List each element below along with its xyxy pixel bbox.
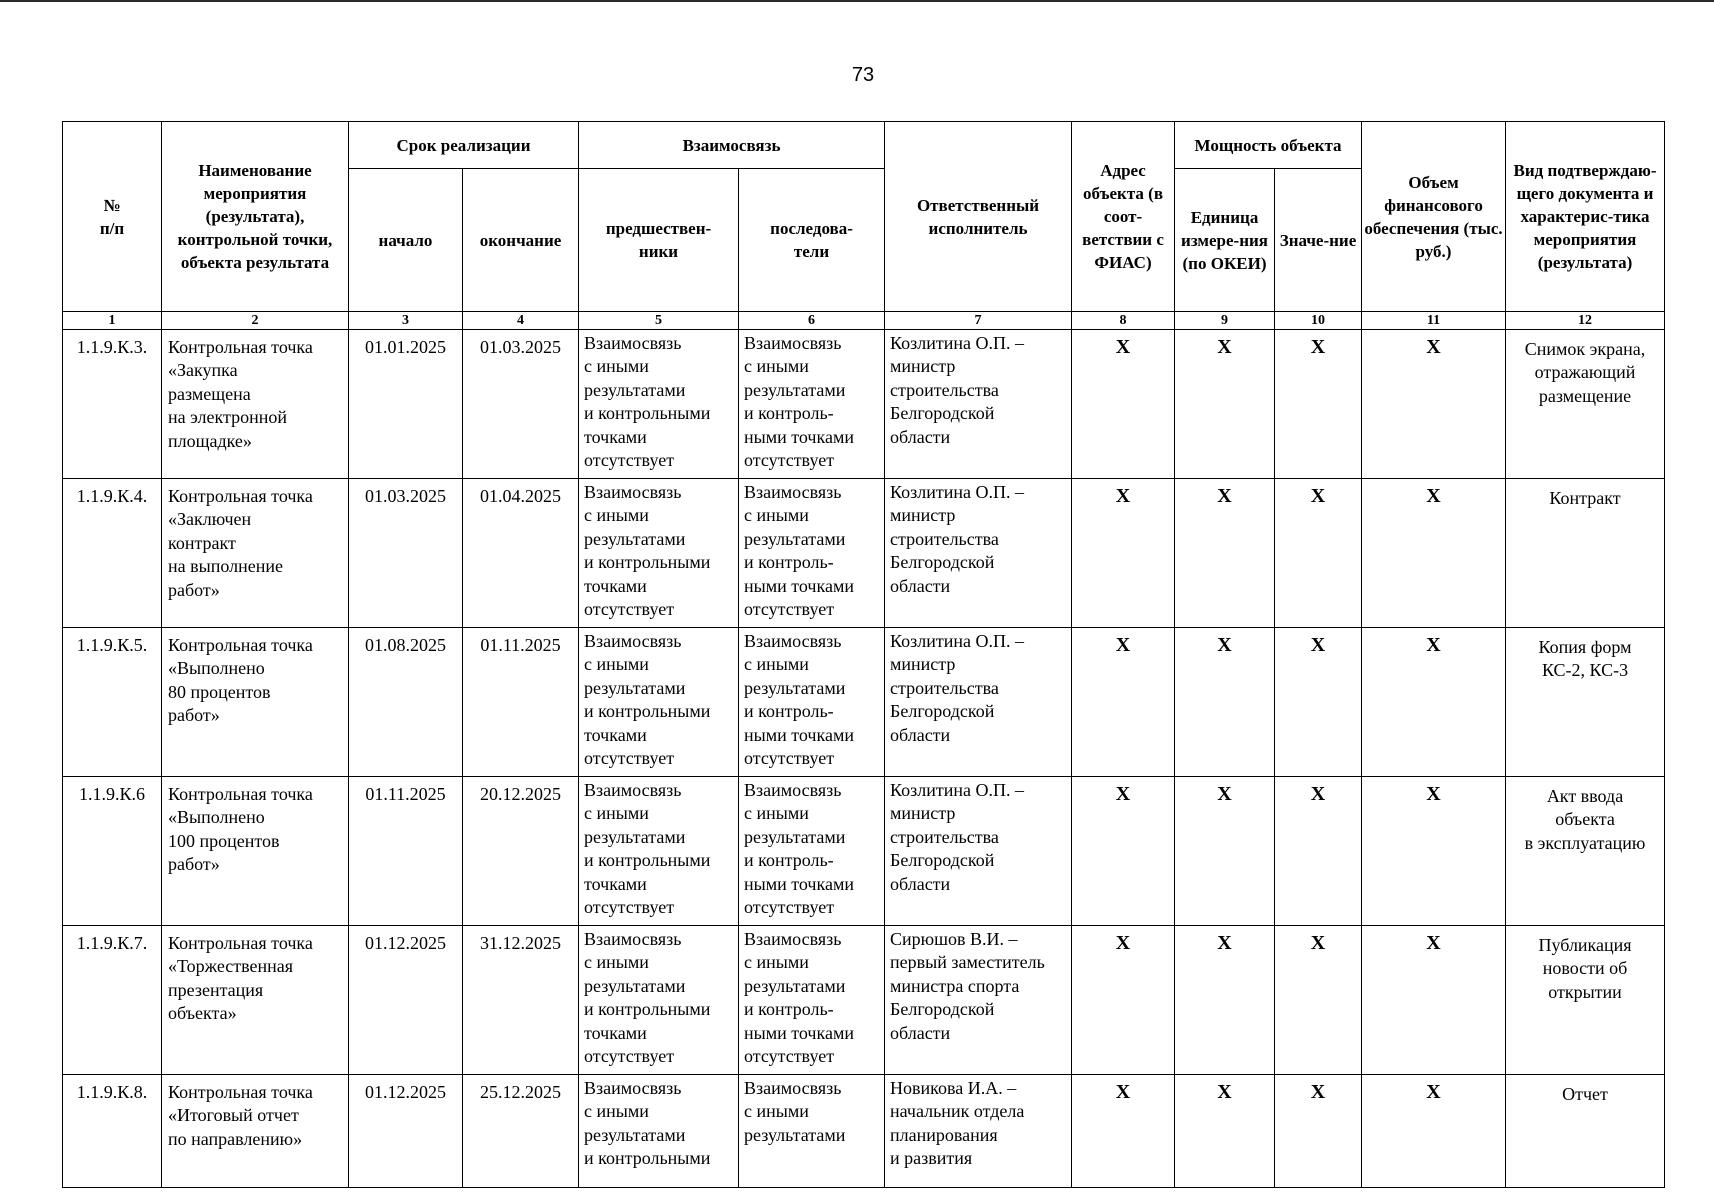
responsible: Козлитина О.П. – министр строительства Белгородской области xyxy=(885,479,1072,628)
end-date: 20.12.2025 xyxy=(463,777,579,926)
end-date: 01.03.2025 xyxy=(463,330,579,479)
end-date: 01.11.2025 xyxy=(463,628,579,777)
col-number: 3 xyxy=(349,312,463,330)
event-name: Контрольная точка «Выполнено 80 процентов работ» xyxy=(162,628,349,777)
predecessors: Взаимосвязь с иными результатами и контрольными xyxy=(579,1075,739,1188)
unit: X xyxy=(1175,330,1275,479)
table-row xyxy=(63,1075,1665,1188)
event-name: Контрольная точка «Закупка размещена на электронной площадке» xyxy=(162,330,349,479)
start-date: 01.08.2025 xyxy=(349,628,463,777)
address: X xyxy=(1072,330,1175,479)
successors: Взаимосвязь с иными результатами и контроль- ными точками отсутствует xyxy=(739,479,885,628)
address: X xyxy=(1072,628,1175,777)
event-name: Контрольная точка «Итоговый отчет по направлению» xyxy=(162,1075,349,1188)
finance: X xyxy=(1362,1075,1506,1188)
col-number: 11 xyxy=(1362,312,1506,330)
responsible: Козлитина О.П. – министр строительства Белгородской области xyxy=(885,777,1072,926)
document-type: Снимок экрана, отражающий размещение xyxy=(1506,330,1665,479)
start-date: 01.01.2025 xyxy=(349,330,463,479)
predecessors: Взаимосвязь с иными результатами и контрольными точками отсутствует xyxy=(579,777,739,926)
col-number: 8 xyxy=(1072,312,1175,330)
unit: X xyxy=(1175,479,1275,628)
col-number: 1 xyxy=(63,312,162,330)
col-number: 7 xyxy=(885,312,1072,330)
col-number: 9 xyxy=(1175,312,1275,330)
row-number: 1.1.9.К.7. xyxy=(63,926,162,1075)
finance: X xyxy=(1362,479,1506,628)
document-type: Копия форм КС-2, КС-3 xyxy=(1506,628,1665,777)
row-number: 1.1.9.К.6 xyxy=(63,777,162,926)
successors: Взаимосвязь с иными результатами и контроль- ными точками отсутствует xyxy=(739,777,885,926)
event-name: Контрольная точка «Выполнено 100 процентов работ» xyxy=(162,777,349,926)
value: X xyxy=(1275,479,1362,628)
header-address: Адрес объекта (в соот-ветствии с ФИАС) xyxy=(1072,122,1175,312)
end-date: 31.12.2025 xyxy=(463,926,579,1075)
document-type: Публикация новости об открытии xyxy=(1506,926,1665,1075)
table-row xyxy=(63,628,1665,777)
document-type: Акт ввода объекта в эксплуатацию xyxy=(1506,777,1665,926)
address: X xyxy=(1072,926,1175,1075)
col-number: 6 xyxy=(739,312,885,330)
address: X xyxy=(1072,1075,1175,1188)
responsible: Новикова И.А. – начальник отдела планирования и развития xyxy=(885,1075,1072,1188)
header-predecessors: предшествен- ники xyxy=(579,169,739,312)
unit: X xyxy=(1175,926,1275,1075)
responsible: Козлитина О.П. – министр строительства Белгородской области xyxy=(885,628,1072,777)
start-date: 01.12.2025 xyxy=(349,1075,463,1188)
successors: Взаимосвязь с иными результатами и контроль- ными точками отсутствует xyxy=(739,628,885,777)
header-responsible: Ответственный исполнитель xyxy=(885,122,1072,312)
top-border-line xyxy=(0,0,1714,2)
table-row xyxy=(63,926,1665,1075)
finance: X xyxy=(1362,628,1506,777)
value: X xyxy=(1275,330,1362,479)
event-name: Контрольная точка «Заключен контракт на выполнение работ» xyxy=(162,479,349,628)
header-no: № п/п xyxy=(63,122,162,312)
col-number: 2 xyxy=(162,312,349,330)
successors: Взаимосвязь с иными результатами и контроль- ными точками отсутствует xyxy=(739,330,885,479)
value: X xyxy=(1275,1075,1362,1188)
row-number: 1.1.9.К.4. xyxy=(63,479,162,628)
address: X xyxy=(1072,479,1175,628)
unit: X xyxy=(1175,628,1275,777)
col-number: 10 xyxy=(1275,312,1362,330)
header-relation: Взаимосвязь xyxy=(579,122,885,169)
col-number: 5 xyxy=(579,312,739,330)
unit: X xyxy=(1175,1075,1275,1188)
end-date: 01.04.2025 xyxy=(463,479,579,628)
header-finance: Объем финансового обеспечения (тыс. руб.) xyxy=(1362,122,1506,312)
control-points-table xyxy=(62,121,1665,1188)
address: X xyxy=(1072,777,1175,926)
page-number: 73 xyxy=(851,64,875,86)
row-number: 1.1.9.К.5. xyxy=(63,628,162,777)
successors: Взаимосвязь с иными результатами и контроль- ными точками отсутствует xyxy=(739,926,885,1075)
table-row xyxy=(63,330,1665,479)
table-row xyxy=(63,479,1665,628)
header-unit: Единица измере-ния (по ОКЕИ) xyxy=(1175,169,1275,312)
predecessors: Взаимосвязь с иными результатами и контрольными точками отсутствует xyxy=(579,628,739,777)
document-type: Отчет xyxy=(1506,1075,1665,1188)
unit: X xyxy=(1175,777,1275,926)
value: X xyxy=(1275,628,1362,777)
header-name: Наименование мероприятия (результата), контрольной точки, объекта результата xyxy=(162,122,349,312)
end-date: 25.12.2025 xyxy=(463,1075,579,1188)
successors: Взаимосвязь с иными результатами xyxy=(739,1075,885,1188)
predecessors: Взаимосвязь с иными результатами и контрольными точками отсутствует xyxy=(579,479,739,628)
row-number: 1.1.9.К.8. xyxy=(63,1075,162,1188)
table-row xyxy=(63,777,1665,926)
responsible: Козлитина О.П. – министр строительства Белгородской области xyxy=(885,330,1072,479)
start-date: 01.12.2025 xyxy=(349,926,463,1075)
value: X xyxy=(1275,926,1362,1075)
finance: X xyxy=(1362,926,1506,1075)
document-type: Контракт xyxy=(1506,479,1665,628)
finance: X xyxy=(1362,330,1506,479)
predecessors: Взаимосвязь с иными результатами и контрольными точками отсутствует xyxy=(579,926,739,1075)
header-value: Значе-ние xyxy=(1275,169,1362,312)
col-number: 4 xyxy=(463,312,579,330)
header-successors: последова- тели xyxy=(739,169,885,312)
value: X xyxy=(1275,777,1362,926)
row-number: 1.1.9.К.3. xyxy=(63,330,162,479)
header-doc-type: Вид подтверждаю-щего документа и характерис-тика мероприятия (результата) xyxy=(1506,122,1665,312)
col-number: 12 xyxy=(1506,312,1665,330)
event-name: Контрольная точка «Торжественная презентация объекта» xyxy=(162,926,349,1075)
header-start: начало xyxy=(349,169,463,312)
responsible: Сирюшов В.И. – первый заместитель министра спорта Белгородской области xyxy=(885,926,1072,1075)
predecessors: Взаимосвязь с иными результатами и контрольными точками отсутствует xyxy=(579,330,739,479)
header-capacity: Мощность объекта xyxy=(1175,122,1362,169)
header-term: Срок реализации xyxy=(349,122,579,169)
finance: X xyxy=(1362,777,1506,926)
header-end: окончание xyxy=(463,169,579,312)
start-date: 01.11.2025 xyxy=(349,777,463,926)
start-date: 01.03.2025 xyxy=(349,479,463,628)
